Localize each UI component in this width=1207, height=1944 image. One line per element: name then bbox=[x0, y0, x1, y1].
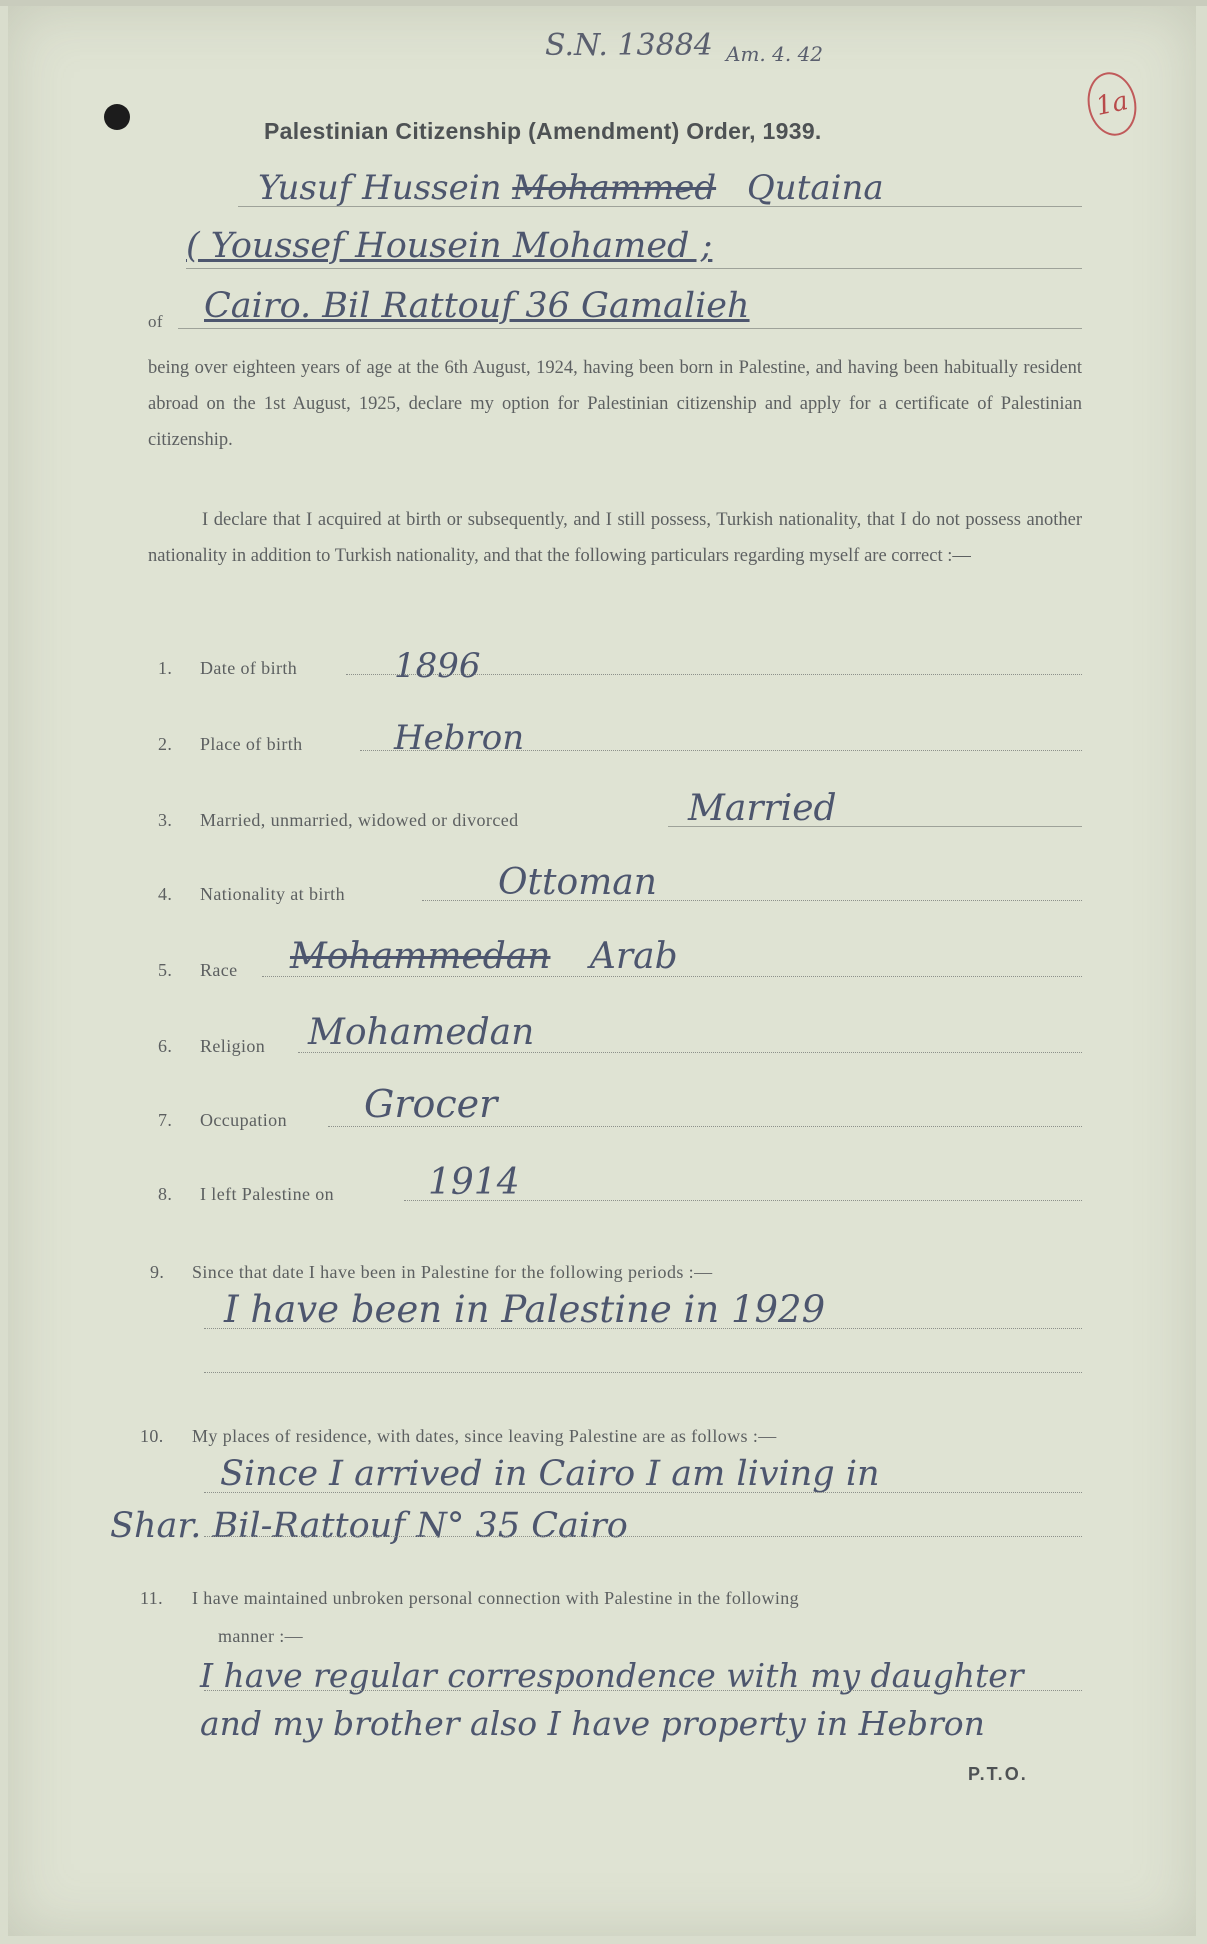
name-text: Yusuf Hussein bbox=[258, 168, 502, 208]
field-left-palestine bbox=[158, 1184, 334, 1205]
declaration-paragraph-2: I declare that I acquired at birth or subsequently, and I still possess, Turkish nationality, that I do not possess another nationality in addition to Turkish nationality, and that the following particulars regarding myself are correct :— bbox=[148, 510, 1082, 566]
value-place-of-birth: Hebron bbox=[394, 718, 525, 758]
field-nationality-at-birth bbox=[158, 884, 345, 905]
archive-note: S.N. 13884 bbox=[545, 28, 713, 63]
form-title: Palestinian Citizenship (Amendment) Order, 1939. bbox=[264, 118, 822, 144]
punch-hole bbox=[104, 104, 130, 130]
answer-11-line2: and my brother also I have property in Hebron bbox=[200, 1704, 985, 1743]
field-rule bbox=[328, 1126, 1082, 1127]
field-place-of-birth bbox=[158, 734, 303, 755]
value-left-palestine: 1914 bbox=[428, 1162, 520, 1203]
value-religion: Mohamedan bbox=[308, 1012, 535, 1053]
field-label: I left Palestine on bbox=[200, 1184, 335, 1204]
field-number: 8. bbox=[158, 1184, 173, 1204]
name-struck-text: Mohammed bbox=[512, 168, 717, 208]
pto-label: P.T.O. bbox=[968, 1764, 1028, 1784]
answer-rule bbox=[204, 1328, 1082, 1329]
answer-rule bbox=[204, 1690, 1082, 1691]
applicant-address: Cairo. Bil Rattouf 36 Gamalieh bbox=[204, 286, 750, 326]
race-text: Arab bbox=[589, 936, 678, 977]
answer-rule bbox=[204, 1536, 1082, 1537]
question-number: 11. bbox=[140, 1588, 164, 1608]
answer-rule bbox=[204, 1492, 1082, 1493]
field-occupation bbox=[158, 1110, 287, 1131]
question-11 bbox=[140, 1588, 799, 1609]
name-line2-rule bbox=[186, 268, 1082, 269]
answer-9: I have been in Palestine in 1929 bbox=[224, 1288, 826, 1331]
field-religion bbox=[158, 1036, 265, 1057]
field-label: Religion bbox=[200, 1036, 266, 1056]
answer-11-line1: I have regular correspondence with my daughter bbox=[200, 1656, 1024, 1695]
field-race bbox=[158, 960, 238, 981]
folio-mark: 1a bbox=[1082, 68, 1142, 141]
archive-note-date: Am. 4. 42 bbox=[726, 42, 824, 66]
field-label: Date of birth bbox=[200, 658, 298, 678]
of-label: of bbox=[148, 312, 163, 331]
race-struck-text: Mohammedan bbox=[290, 936, 551, 977]
value-nationality-at-birth: Ottoman bbox=[498, 862, 657, 903]
declaration-paragraph-1: being over eighteen years of age at the 6th August, 1924, having been born in Palestine, and having been habitually resident abroad on the 1st August, 1925, declare my option for Palestinian citizenship and apply for a certificate of Palestinian citizenship. bbox=[148, 358, 1082, 450]
address-rule bbox=[178, 328, 1082, 329]
applicant-name-line1 bbox=[258, 168, 884, 208]
field-label: Place of birth bbox=[200, 734, 303, 754]
value-race bbox=[290, 936, 678, 977]
answer-10-line2: Shar. Bil-Rattouf N° 35 Cairo bbox=[110, 1506, 628, 1546]
name-line1-rule bbox=[238, 206, 1082, 207]
field-number: 3. bbox=[158, 810, 173, 830]
field-label: Occupation bbox=[200, 1110, 287, 1130]
field-label: Married, unmarried, widowed or divorced bbox=[200, 810, 519, 830]
field-number: 5. bbox=[158, 960, 173, 980]
field-label: Nationality at birth bbox=[200, 884, 345, 904]
value-date-of-birth: 1896 bbox=[394, 646, 481, 686]
question-10 bbox=[140, 1426, 777, 1447]
applicant-name-line2: ( Youssef Housein Mohamed ; bbox=[186, 226, 713, 266]
field-number: 4. bbox=[158, 884, 173, 904]
field-number: 1. bbox=[158, 658, 173, 678]
question-number: 9. bbox=[150, 1262, 165, 1282]
question-label: I have maintained unbroken personal connection with Palestine in the following bbox=[192, 1588, 800, 1608]
field-number: 6. bbox=[158, 1036, 173, 1056]
name-end-text: Qutaina bbox=[746, 168, 884, 208]
question-11-continuation: manner :— bbox=[218, 1626, 304, 1646]
document-sheet bbox=[8, 6, 1196, 1936]
field-marital-status bbox=[158, 810, 519, 831]
field-number: 7. bbox=[158, 1110, 173, 1130]
field-date-of-birth bbox=[158, 658, 297, 679]
answer-10-line1: Since I arrived in Cairo I am living in bbox=[220, 1454, 880, 1494]
question-9 bbox=[150, 1262, 712, 1283]
field-label: Race bbox=[200, 960, 238, 980]
question-label: My places of residence, with dates, since leaving Palestine are as follows :— bbox=[192, 1426, 777, 1446]
question-number: 10. bbox=[140, 1426, 164, 1446]
value-occupation: Grocer bbox=[364, 1082, 498, 1126]
field-number: 2. bbox=[158, 734, 173, 754]
value-marital-status: Married bbox=[688, 788, 837, 829]
answer-rule bbox=[204, 1372, 1082, 1373]
question-label: Since that date I have been in Palestine for the following periods :— bbox=[192, 1262, 713, 1282]
